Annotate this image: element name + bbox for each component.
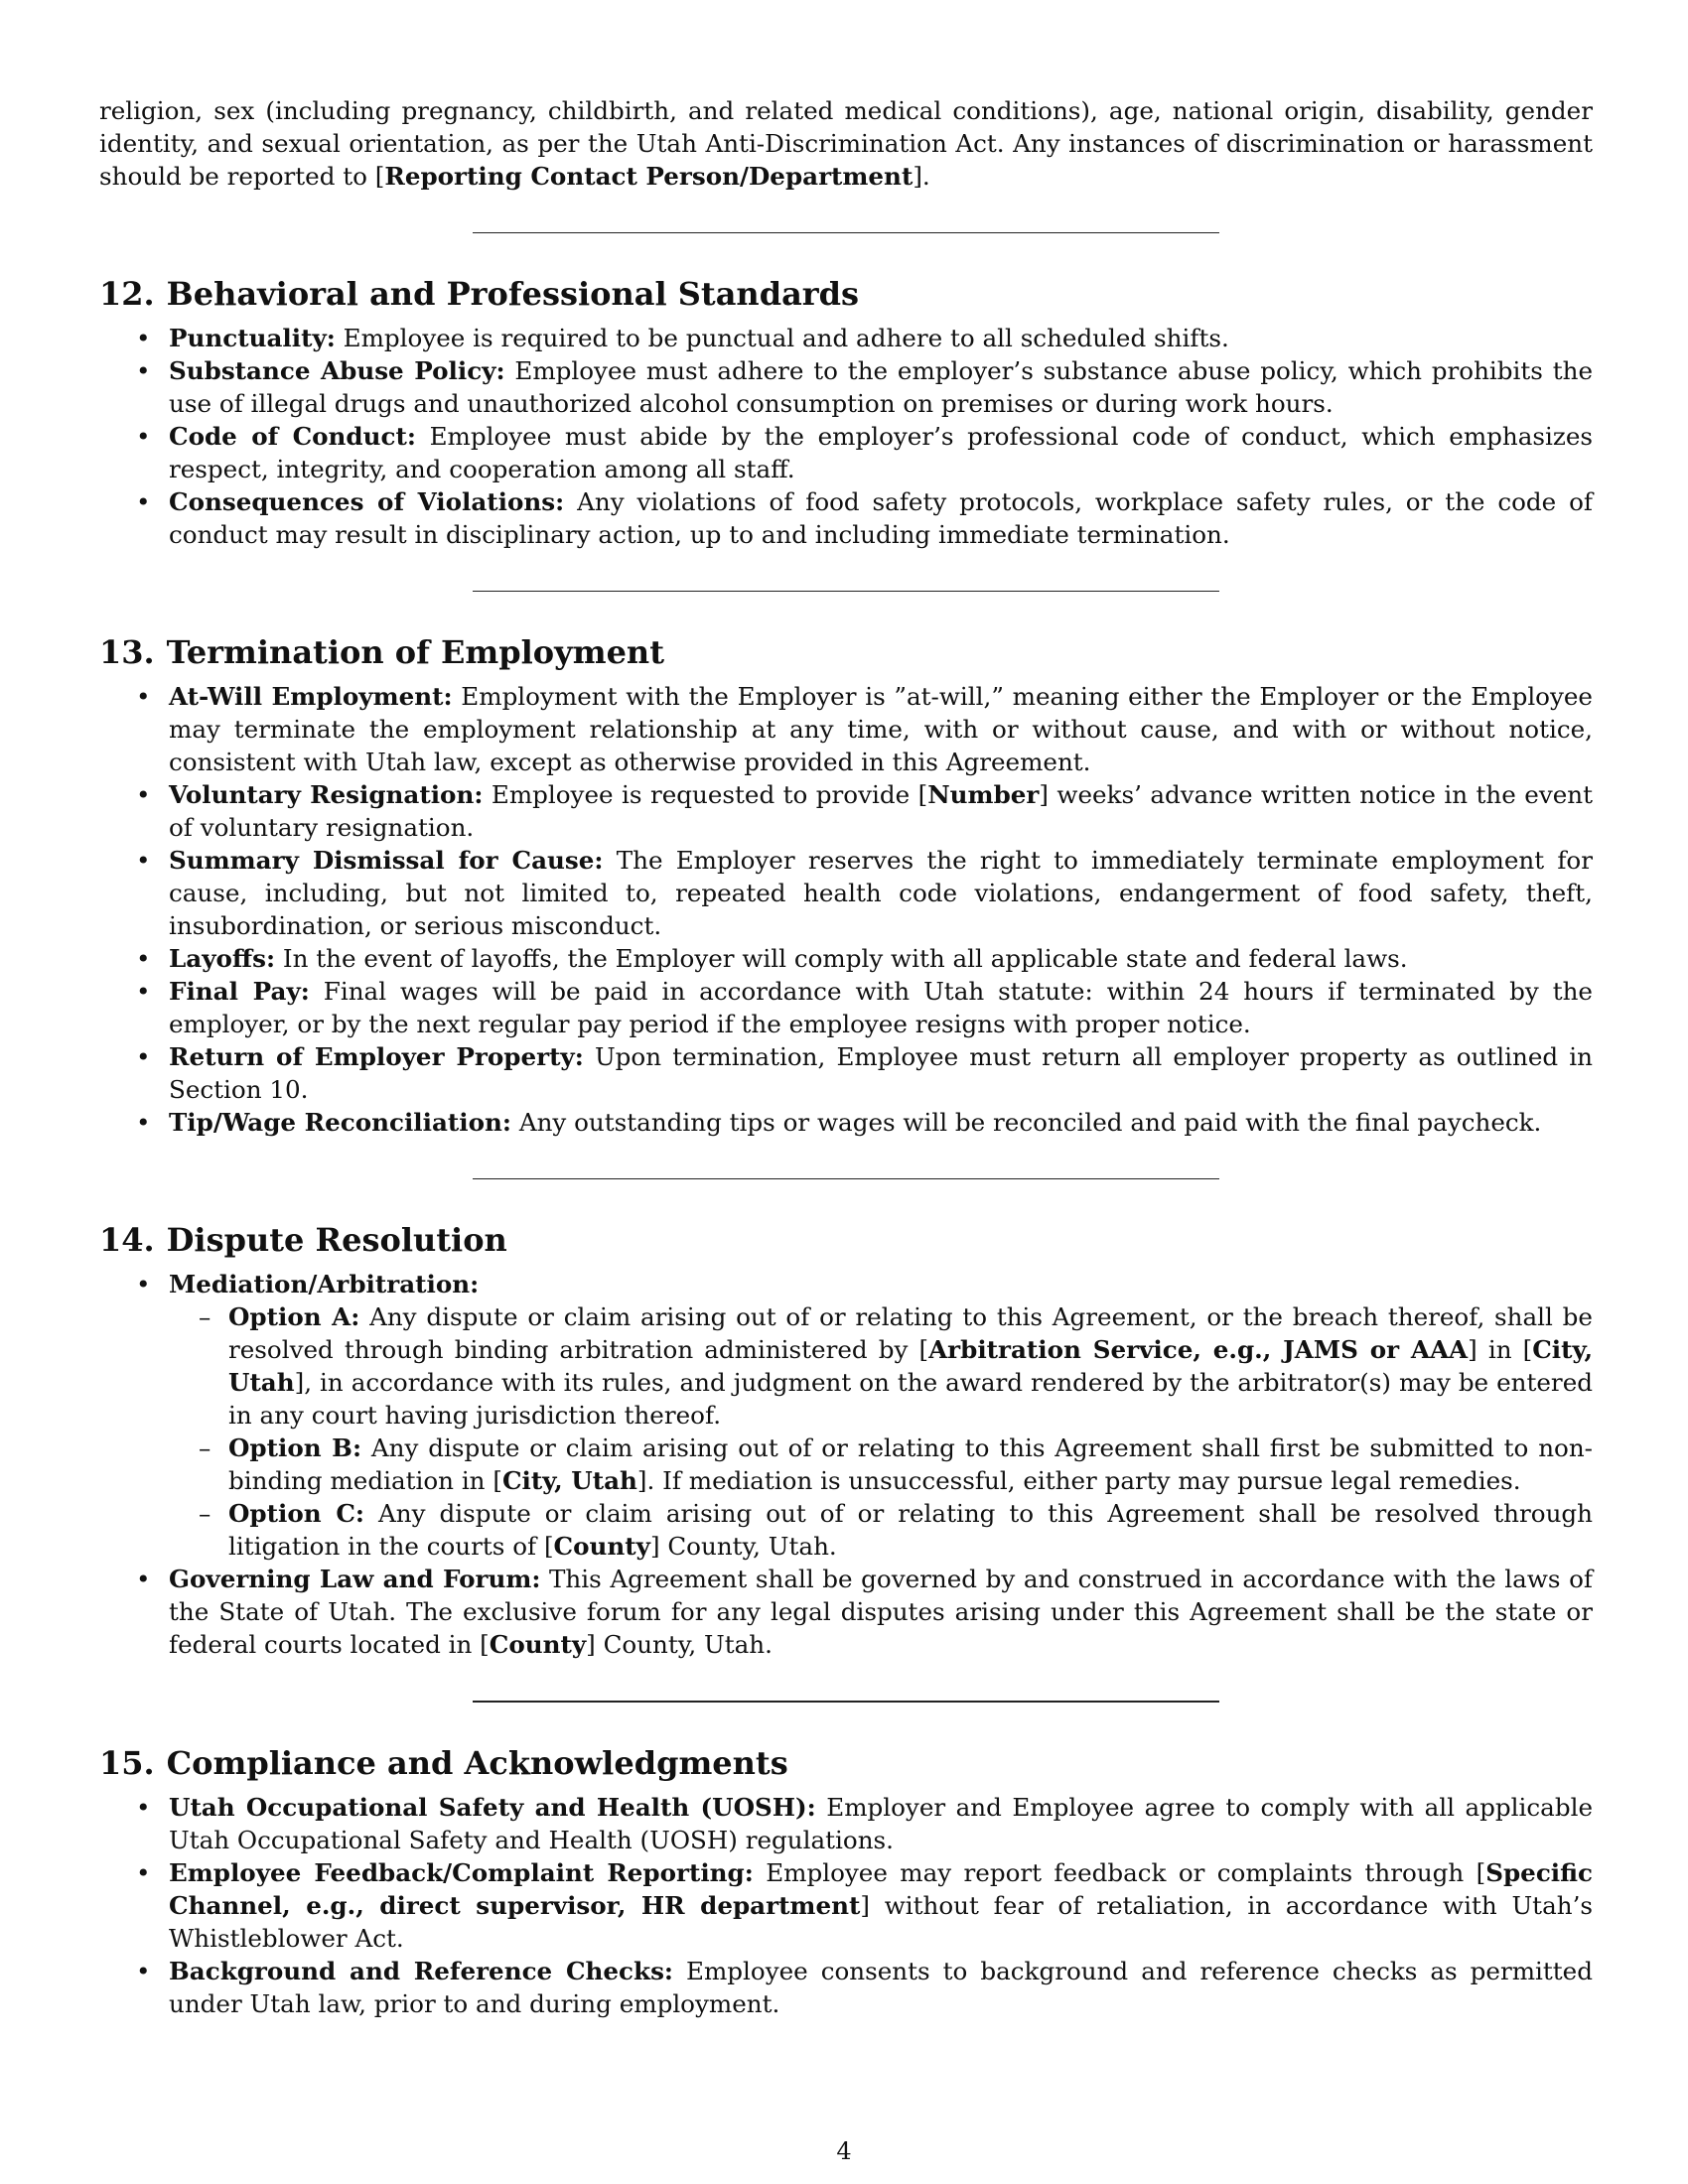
bullet-icon: • — [136, 324, 151, 352]
item-text: Final wages will be paid in accordance with Utah statute: within 24 hours if terminated by the employer, or by the next regular pay period if the employee resigns with proper notice. — [169, 977, 1593, 1038]
section-title: Dispute Resolution — [166, 1221, 507, 1259]
list-item — [99, 1955, 1593, 2020]
bullet-icon: • — [136, 977, 151, 1006]
section-divider — [473, 1178, 1219, 1179]
item-label: Voluntary Resignation: — [169, 780, 484, 809]
section-number: 13. — [99, 633, 155, 671]
option-item — [169, 1300, 1593, 1432]
section-title: Termination of Employment — [166, 633, 664, 671]
item-text: Upon termination, Employee must return all employer property as outlined in Section 10. — [169, 1042, 1594, 1104]
section-number: 14. — [99, 1221, 155, 1259]
city-placeholder: City, Utah — [501, 1466, 637, 1495]
option-label: Option A: — [228, 1302, 360, 1331]
list-item — [99, 1268, 1593, 1563]
list-item — [99, 420, 1593, 485]
option-text: ]. If mediation is unsuccessful, either party may pursue legal remedies. — [636, 1466, 1521, 1495]
item-label: At-Will Employment: — [169, 682, 453, 711]
section-title: Compliance and Acknowledgments — [166, 1744, 788, 1782]
section-number: 12. — [99, 275, 155, 313]
option-item — [169, 1497, 1593, 1563]
item-text: Employee is requested to provide [ — [483, 780, 928, 809]
option-text: ], in accordance with its rules, and judgment on the award rendered by the arbitrator(s) may be entered in any court having jurisdiction thereof. — [228, 1368, 1593, 1430]
item-text: Any violations of food safety protocols, workplace safety rules, or the code of conduct may result in disciplinary action, up to and including immediate termination. — [169, 487, 1594, 549]
list-item — [99, 1040, 1593, 1106]
option-item — [169, 1432, 1593, 1497]
item-label: Tip/Wage Reconciliation: — [169, 1108, 511, 1137]
item-text: Employer and Employee agree to comply with all applicable Utah Occupational Safety and Health (UOSH) regulations. — [169, 1793, 1593, 1854]
option-text: Any dispute or claim arising out of or relating to this Agreement shall be resolved through litigation in the courts of [ — [228, 1499, 1593, 1561]
item-text: Employment with the Employer is ”at-will,” meaning either the Employer or the Employee may terminate the employment relationship at any time, with or without cause, and with or without notice, consistent with Utah law, except as otherwise provided in this Agreement. — [169, 682, 1593, 776]
list-item — [99, 680, 1593, 778]
list-item — [99, 354, 1593, 420]
option-label: Option C: — [228, 1499, 365, 1528]
section-title: Behavioral and Professional Standards — [166, 275, 860, 313]
list-item — [99, 322, 1593, 354]
section-divider — [473, 1701, 1219, 1703]
item-label: Mediation/Arbitration: — [169, 1270, 480, 1298]
bullet-icon: • — [136, 1108, 151, 1137]
intro-text-end: ]. — [913, 162, 930, 191]
item-text: ] weeks’ advance written notice in the event of voluntary resignation. — [169, 780, 1593, 842]
city-placeholder: City, Utah — [228, 1335, 1594, 1397]
list-item — [99, 975, 1593, 1040]
bullet-icon: • — [136, 944, 151, 973]
bullet-icon: • — [136, 1270, 151, 1298]
page-number: 4 — [836, 2137, 852, 2165]
item-text: Employee may report feedback or complaints through [ — [753, 1858, 1486, 1887]
number-placeholder: Number — [927, 780, 1040, 809]
item-text: ] County, Utah. — [586, 1630, 773, 1659]
dash-icon: – — [199, 1433, 211, 1462]
section-15-list — [99, 1791, 1593, 2020]
list-item — [99, 778, 1593, 844]
item-label: Code of Conduct: — [169, 422, 416, 451]
item-text: Employee must adhere to the employer’s substance abuse policy, which prohibits the use of illegal drugs and unauthorized alcohol consumption on premises or during work hours. — [169, 356, 1593, 418]
item-label: Utah Occupational Safety and Health (UOSH): — [169, 1793, 816, 1822]
item-text: Any outstanding tips or wages will be reconciled and paid with the final paycheck. — [511, 1108, 1542, 1137]
intro-text: religion, sex (including pregnancy, childbirth, and related medical conditions), age, national origin, disability, gender identity, and sexual orientation, as per the Utah Anti-Discrimination Act. Any instances of discrimination or harassment should be reported to [ — [99, 96, 1593, 191]
list-item — [99, 485, 1593, 551]
bullet-icon: • — [136, 1565, 151, 1593]
option-label: Option B: — [228, 1433, 362, 1462]
item-text: This Agreement shall be governed by and construed in accordance with the laws of the State of Utah. The exclusive forum for any legal disputes arising under this Agreement shall be the state or federal courts located in [ — [169, 1565, 1593, 1659]
item-label: Consequences of Violations: — [169, 487, 565, 516]
bullet-icon: • — [136, 780, 151, 809]
bullet-icon: • — [136, 1793, 151, 1822]
channel-placeholder: Specific Channel, e.g., direct supervisor, HR department — [169, 1858, 1593, 1920]
option-text: Any dispute or claim arising out of or relating to this Agreement shall first be submitted to non-binding mediation in [ — [228, 1433, 1593, 1495]
item-label: Final Pay: — [169, 977, 310, 1006]
dash-icon: – — [199, 1499, 211, 1528]
document-page — [99, 94, 1593, 2020]
list-item — [99, 844, 1593, 942]
bullet-icon: • — [136, 422, 151, 451]
bullet-icon: • — [136, 487, 151, 516]
dash-icon: – — [199, 1302, 211, 1331]
section-number: 15. — [99, 1744, 155, 1782]
county-placeholder: County — [553, 1532, 650, 1561]
item-label: Substance Abuse Policy: — [169, 356, 505, 385]
options-list — [169, 1300, 1593, 1563]
arbitration-service-placeholder: Arbitration Service, e.g., JAMS or AAA — [928, 1335, 1469, 1364]
item-text: ] without fear of retaliation, in accordance with Utah’s Whistleblower Act. — [169, 1891, 1594, 1953]
item-label: Summary Dismissal for Cause: — [169, 846, 604, 875]
section-13-heading — [99, 632, 1593, 672]
section-12-heading — [99, 274, 1593, 314]
section-divider — [473, 591, 1219, 592]
section-15-heading — [99, 1743, 1593, 1783]
item-label: Layoffs: — [169, 944, 276, 973]
bullet-icon: • — [136, 1957, 151, 1985]
section-13-list — [99, 680, 1593, 1139]
list-item — [99, 1563, 1593, 1661]
bullet-icon: • — [136, 356, 151, 385]
item-label: Return of Employer Property: — [169, 1042, 584, 1071]
item-label: Employee Feedback/Complaint Reporting: — [169, 1858, 754, 1887]
county-placeholder: County — [489, 1630, 587, 1659]
list-item — [99, 1856, 1593, 1955]
list-item — [99, 942, 1593, 975]
reporting-contact-placeholder: Reporting Contact Person/Department — [384, 162, 914, 191]
item-text: The Employer reserves the right to immediately terminate employment for cause, including, but not limited to, repeated health code violations, endangerment of food safety, theft, insubordination, or serious misconduct. — [169, 846, 1593, 940]
option-text: ] County, Utah. — [649, 1532, 837, 1561]
option-text: ] in [ — [1468, 1335, 1533, 1364]
item-text: Employee is required to be punctual and adhere to all scheduled shifts. — [335, 324, 1229, 352]
option-text: Any dispute or claim arising out of or relating to this Agreement, or the breach thereof, shall be resolved through binding arbitration administered by [ — [228, 1302, 1593, 1364]
bullet-icon: • — [136, 1858, 151, 1887]
intro-paragraph — [99, 94, 1593, 193]
list-item — [99, 1791, 1593, 1856]
section-12-list — [99, 322, 1593, 551]
bullet-icon: • — [136, 846, 151, 875]
section-14-list — [99, 1268, 1593, 1661]
item-label: Punctuality: — [169, 324, 336, 352]
item-label: Background and Reference Checks: — [169, 1957, 673, 1985]
item-text: Employee must abide by the employer’s professional code of conduct, which emphasizes respect, integrity, and cooperation among all staff. — [169, 422, 1594, 483]
item-text: In the event of layoffs, the Employer will comply with all applicable state and federal laws. — [275, 944, 1408, 973]
section-14-heading — [99, 1220, 1593, 1260]
item-text: Employee consents to background and reference checks as permitted under Utah law, prior to and during employment. — [169, 1957, 1593, 2018]
bullet-icon: • — [136, 1042, 151, 1071]
bullet-icon: • — [136, 682, 151, 711]
item-label: Governing Law and Forum: — [169, 1565, 541, 1593]
section-divider — [473, 232, 1219, 233]
list-item — [99, 1106, 1593, 1139]
